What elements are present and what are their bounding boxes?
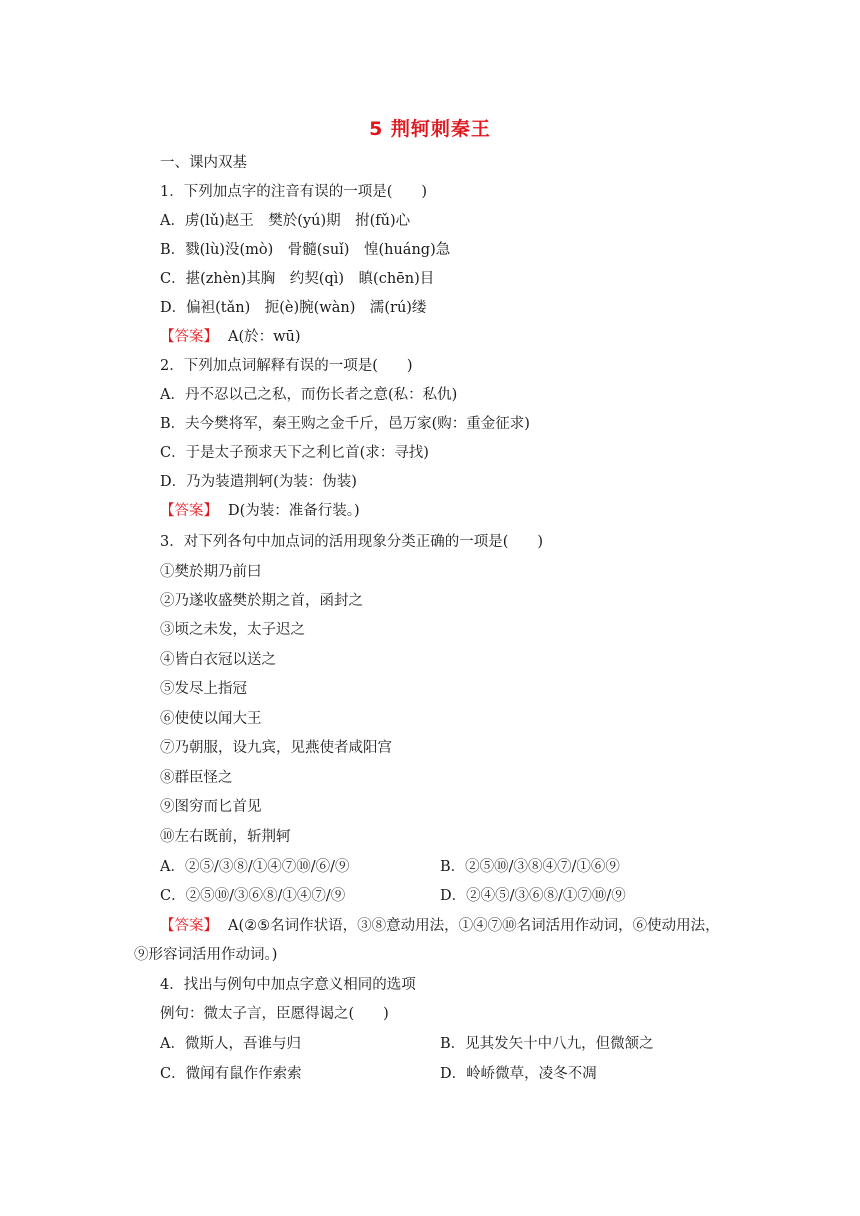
q2-option-a: A．丹不忍以己之私，而伤长者之意(私：私仇) bbox=[160, 387, 458, 403]
q2-option-d: D．乃为装遣荆轲(为装：伪装) bbox=[160, 474, 357, 490]
q3-item: ④皆白衣冠以送之 bbox=[160, 652, 276, 668]
section-heading: 一、课内双基 bbox=[160, 155, 247, 171]
q2-option-b: B．夫今樊将军，秦王购之金千斤，邑万家(购：重金征求) bbox=[160, 416, 530, 432]
q3-option-b: B．②⑤⑩/③⑧④⑦/①⑥⑨ bbox=[440, 859, 620, 875]
q3-item: ①樊於期乃前曰 bbox=[160, 564, 262, 580]
q4-option-d: D．岭峤微草，凌冬不凋 bbox=[440, 1066, 597, 1082]
q3-stem: 3．对下列各句中加点词的活用现象分类正确的一项是( ) bbox=[160, 534, 544, 550]
q3-answer-continued: ⑨形容词活用作动词。) bbox=[134, 947, 278, 963]
q4-option-a: A．微斯人，吾谁与归 bbox=[160, 1036, 301, 1052]
q3-answer-text: A(②⑤名词作状语，③⑧意动用法，①④⑦⑩名词活用作动词，⑥使动用法， bbox=[228, 918, 720, 934]
q1-option-b: B．戮(lù)没(mò) 骨髓(suǐ) 惶(huáng)急 bbox=[160, 242, 451, 258]
q1-option-c: C．揕(zhèn)其胸 约契(qì) 瞋(chēn)目 bbox=[160, 271, 435, 287]
q2-answer-text: D(为装：准备行装。) bbox=[228, 503, 360, 519]
q2-option-c: C．于是太子预求天下之利匕首(求：寻找) bbox=[160, 445, 429, 461]
q3-item: ②乃遂收盛樊於期之首，函封之 bbox=[160, 593, 363, 609]
q3-item: ⑦乃朝服，设九宾，见燕使者咸阳宫 bbox=[160, 740, 392, 756]
answer-tag: 【答案】 bbox=[160, 503, 218, 519]
q3-answer bbox=[160, 916, 720, 936]
q1-answer-text: A(於：wū) bbox=[228, 329, 301, 345]
q4-option-c: C．微闻有鼠作作索索 bbox=[160, 1066, 302, 1082]
q4-example: 例句：微太子言，臣愿得谒之( ) bbox=[160, 1006, 389, 1022]
q3-item: ③顷之未发，太子迟之 bbox=[160, 622, 305, 638]
q1-option-a: A．虏(lǔ)赵王 樊於(yú)期 拊(fǔ)心 bbox=[160, 213, 411, 229]
q3-item: ⑧群臣怪之 bbox=[160, 770, 233, 786]
q1-answer bbox=[160, 327, 301, 347]
q3-option-c: C．②⑤⑩/③⑥⑧/①④⑦/⑨ bbox=[160, 888, 346, 904]
q3-item: ⑥使使以闻大王 bbox=[160, 711, 262, 727]
q1-option-d: D．偏袒(tǎn) 扼(è)腕(wàn) 濡(rú)缕 bbox=[160, 300, 427, 316]
q3-item: ⑨图穷而匕首见 bbox=[160, 799, 262, 815]
q3-item: ⑩左右既前，斩荆轲 bbox=[160, 829, 291, 845]
q1-stem: 1．下列加点字的注音有误的一项是( ) bbox=[160, 184, 428, 200]
q3-item: ⑤发尽上指冠 bbox=[160, 681, 247, 697]
page-title: 5 荆轲刺秦王 bbox=[369, 118, 491, 140]
answer-tag: 【答案】 bbox=[160, 918, 218, 934]
q3-option-d: D．②④⑤/③⑥⑧/①⑦⑩/⑨ bbox=[440, 888, 626, 904]
q3-option-a: A．②⑤/③⑧/①④⑦⑩/⑥/⑨ bbox=[160, 859, 350, 875]
q2-answer bbox=[160, 501, 360, 521]
q2-stem: 2．下列加点词解释有误的一项是( ) bbox=[160, 358, 413, 374]
q4-option-b: B．见其发矢十中八九，但微颔之 bbox=[440, 1036, 654, 1052]
answer-tag: 【答案】 bbox=[160, 329, 218, 345]
q4-stem: 4．找出与例句中加点字意义相同的选项 bbox=[160, 977, 416, 993]
